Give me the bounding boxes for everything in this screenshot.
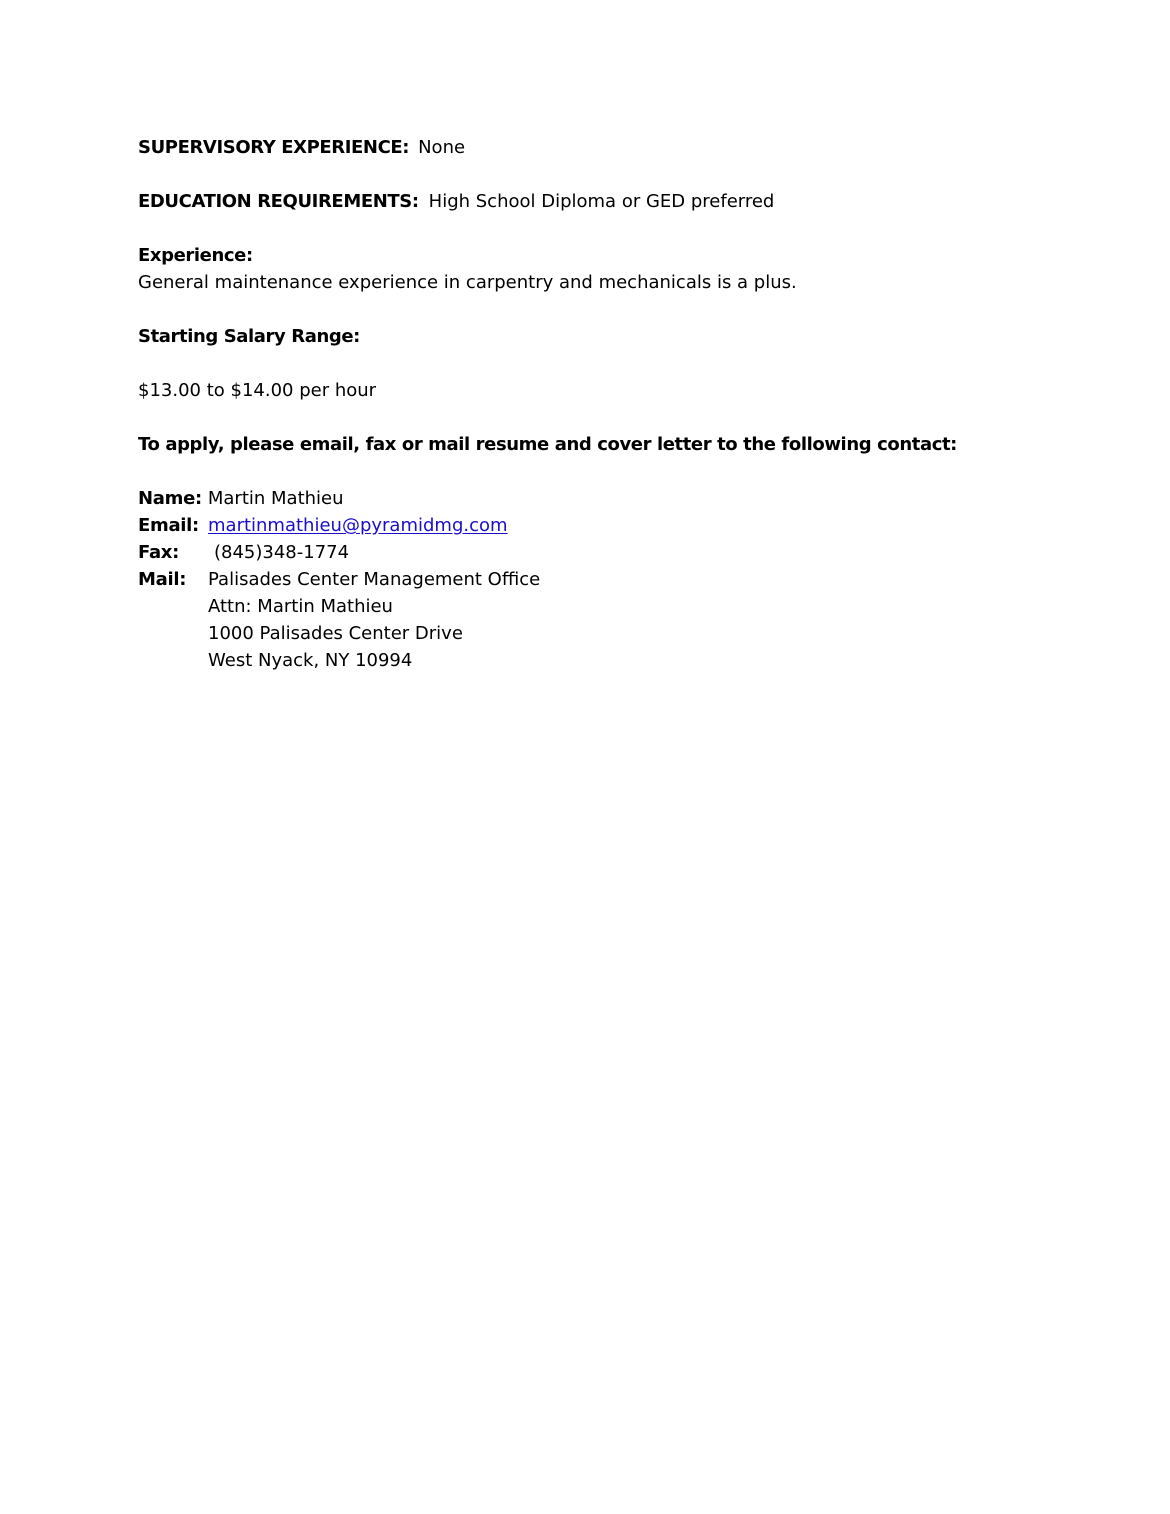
name-label: Name: (138, 488, 202, 509)
contact-email-row (138, 512, 540, 539)
education-label: EDUCATION REQUIREMENTS: (138, 191, 419, 212)
experience-value: General maintenance experience in carpentry and mechanicals is a plus. (138, 272, 797, 293)
supervisory-value: None (418, 137, 466, 158)
contact-fax: (845)348-1774 (214, 542, 350, 563)
mail-line-row-2 (138, 593, 540, 620)
contact-section (138, 485, 540, 674)
experience-section (138, 242, 797, 296)
salary-value-section (138, 377, 376, 404)
contact-mail-row (138, 566, 540, 593)
contact-fax-row (138, 539, 540, 566)
mail-line-row-3 (138, 620, 540, 647)
mail-line-3: 1000 Palisades Center Drive (208, 623, 463, 644)
contact-name-row (138, 485, 540, 512)
mail-line-1: Palisades Center Management Office (208, 569, 541, 590)
education-section (138, 188, 774, 215)
email-link[interactable]: martinmathieu@pyramidmg.com (208, 515, 508, 536)
salary-value: $13.00 to $14.00 per hour (138, 380, 377, 401)
experience-label: Experience: (138, 245, 253, 266)
apply-instruction: To apply, please email, fax or mail resume and cover letter to the following contact: (138, 434, 957, 455)
education-value: High School Diploma or GED preferred (428, 191, 775, 212)
mail-line-4: West Nyack, NY 10994 (208, 650, 413, 671)
supervisory-section (138, 134, 465, 161)
mail-line-row-4 (138, 647, 540, 674)
mail-label: Mail: (138, 569, 187, 590)
fax-label: Fax: (138, 542, 179, 563)
supervisory-label: SUPERVISORY EXPERIENCE: (138, 137, 410, 158)
mail-line-2: Attn: Martin Mathieu (208, 596, 393, 617)
apply-section (138, 431, 957, 458)
email-label: Email: (138, 515, 199, 536)
salary-label-section (138, 323, 360, 350)
contact-name: Martin Mathieu (207, 488, 344, 509)
salary-label: Starting Salary Range: (138, 326, 360, 347)
